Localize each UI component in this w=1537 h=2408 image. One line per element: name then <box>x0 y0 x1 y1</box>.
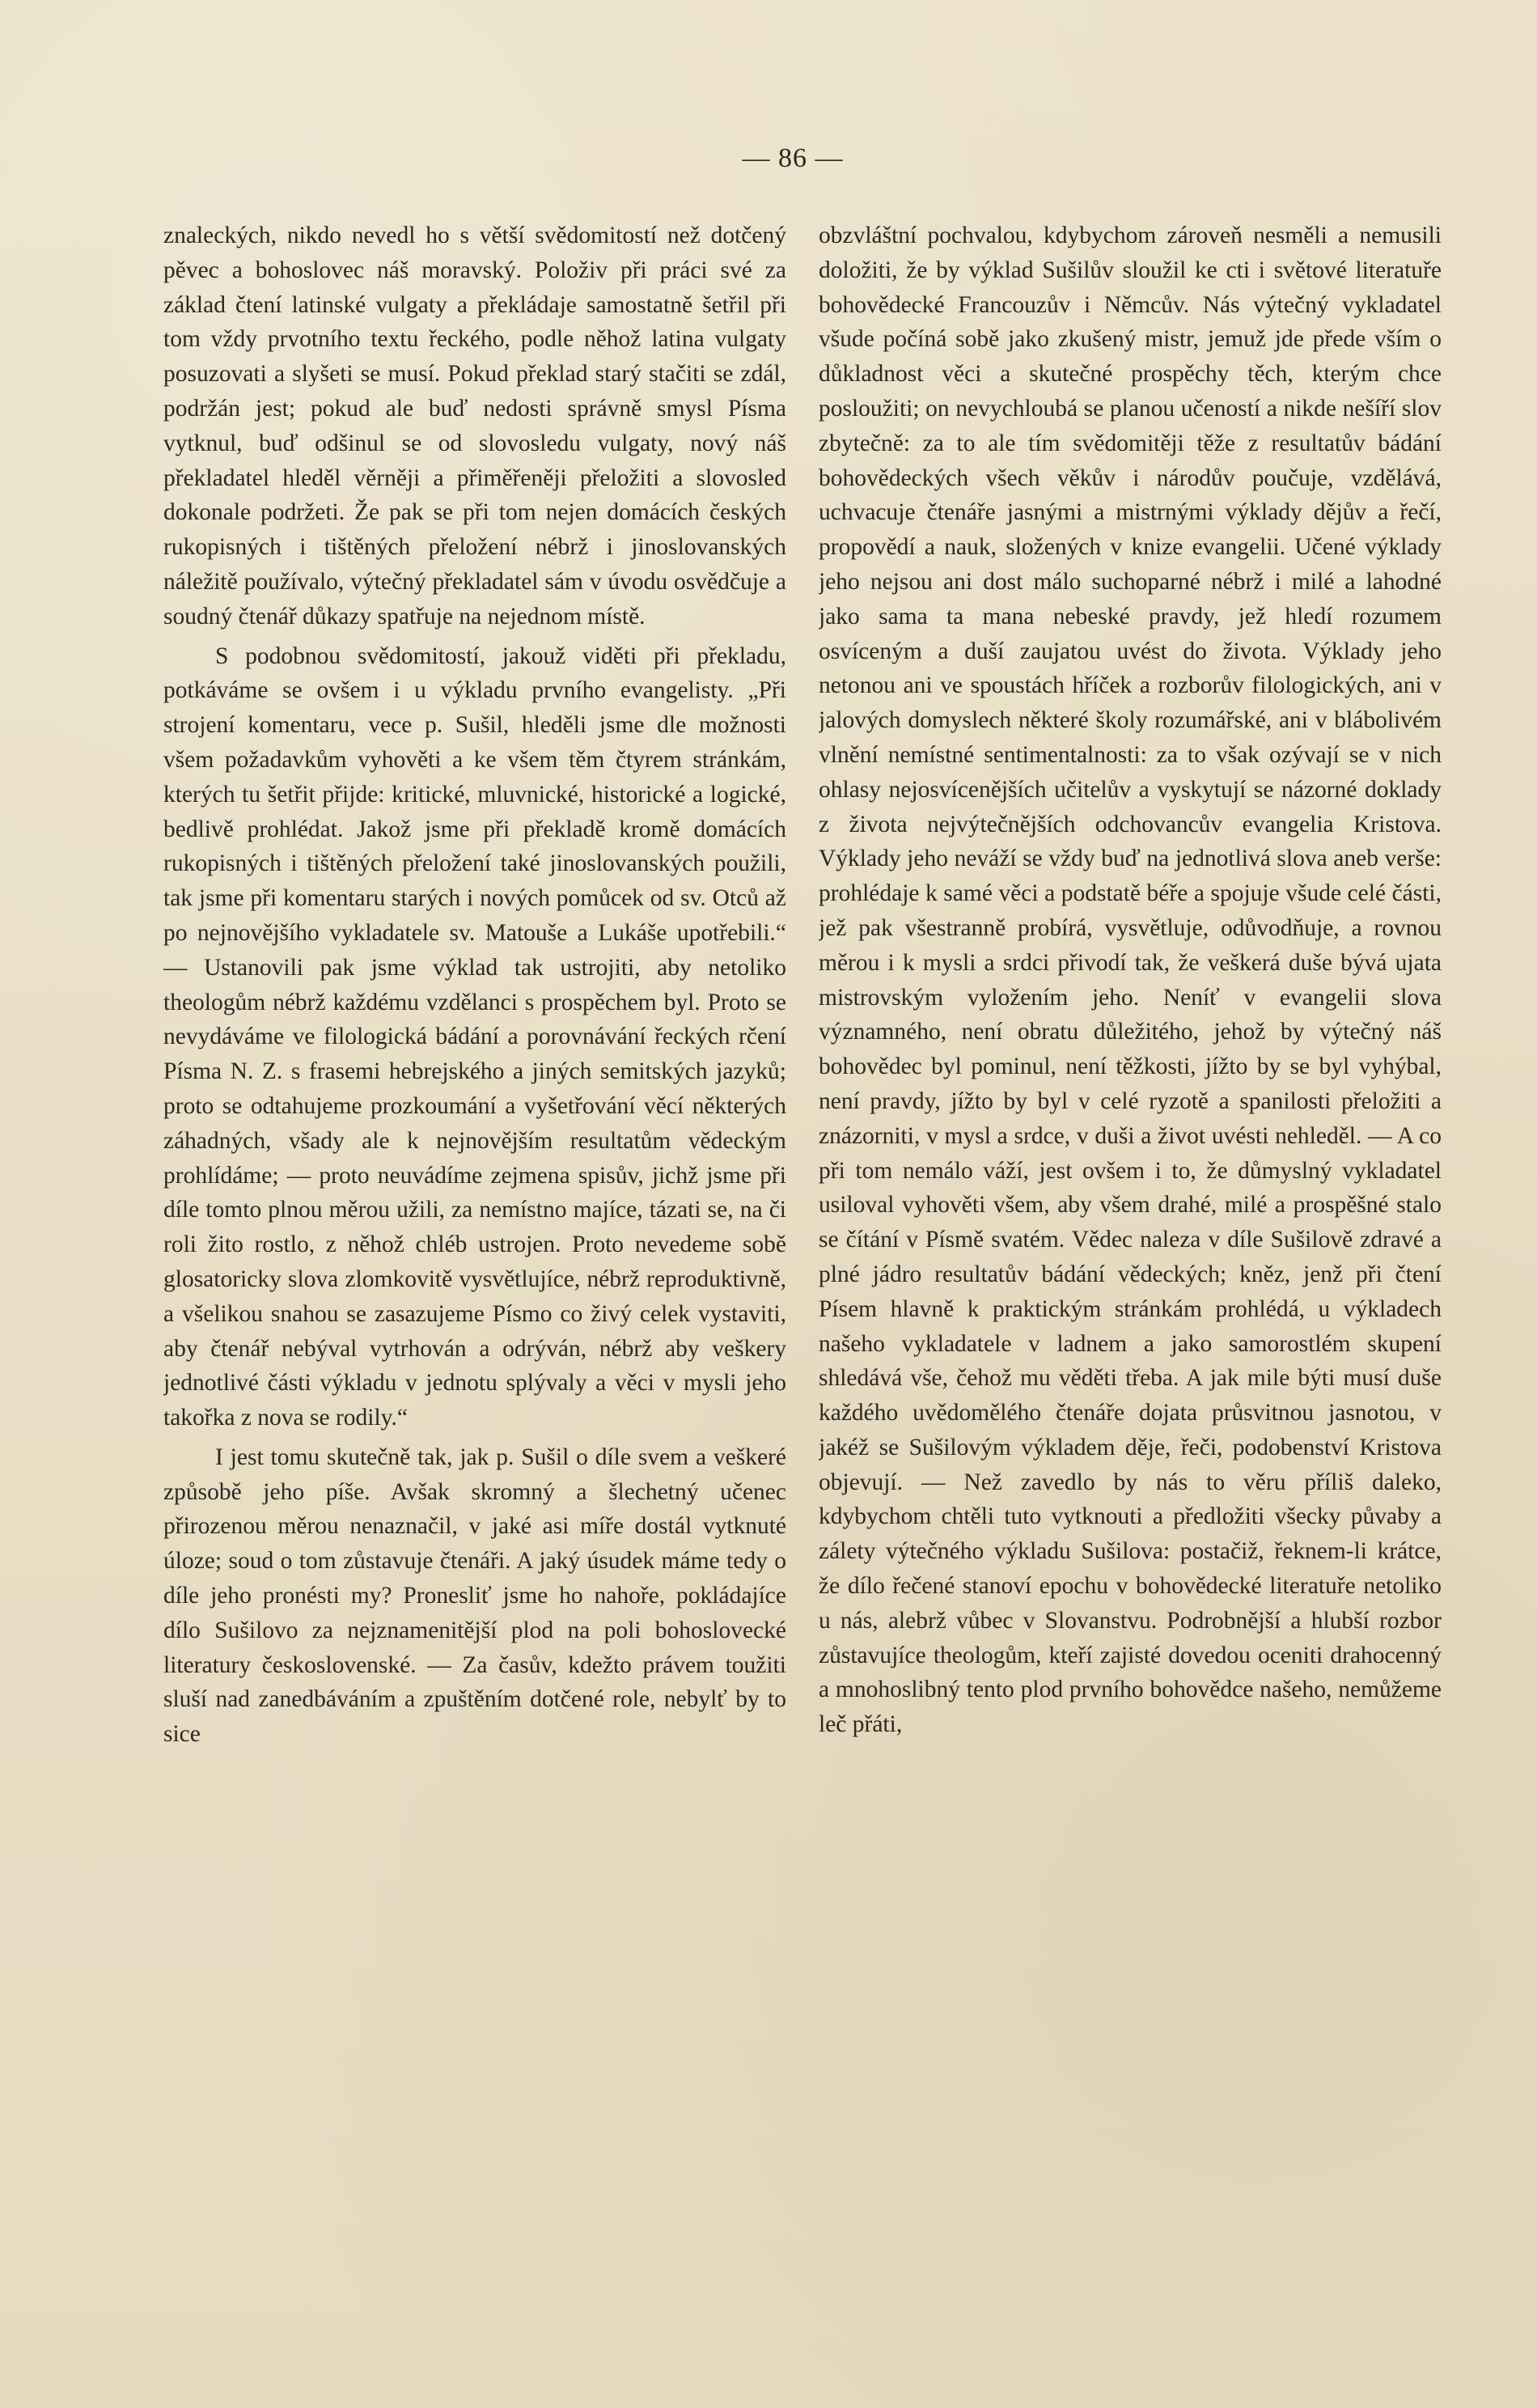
paragraph-gap <box>163 634 786 639</box>
left-paragraph-3: I jest tomu skutečně tak, jak p. Sušil o díle svem a veškeré způsobě jeho píše. Avšak skromný a šlechetný učenec přirozenou měrou nenaznačil, v jaké asi míře dostál vytknuté úloze; soud o tom zůstavuje čtenáři. A jaký úsudek máme tedy o díle jeho pronésti my? Pronesliť jsme ho nahoře, pokládajíce dílo Sušilovo za nejznamenitější plod na poli bohoslovecké literatury československé. — Za časův, kdežto právem toužiti sluší nad zanedbáváním a zpuštěním dotčené role, nebylť by to sice <box>163 1444 786 1748</box>
left-paragraph-1: znaleckých, nikdo nevedl ho s větší svědomitostí než dotčený pěvec a bohoslovec náš moravský. Položiv při práci své za základ čtení latinské vulgaty a překládaje samostatně šetřil při tom vždy prvotního textu řeckého, podle něhož latina vulgaty posuzovati a slyšeti se musí. Pokud překlad starý stačiti se zdál, podržán jest; pokud ale buď nedosti správně smysl Písma vytknul, buď odšinul se od slovosledu vulgaty, nový náš překladatel hleděl věrněji a přiměřeněji přeložiti a slovosled dokonale podržeti. Že pak se při tom nejen domácích českých rukopisných i tištěných přeložení nébrž i jinoslovanských náležitě používalo, výtečný překladatel sám v úvodu osvědčuje a soudný čtenář důkazy spatřuje na nejednom místě. <box>163 223 786 630</box>
right-column-text <box>819 218 1442 1742</box>
right-paragraph-1: obzvláštní pochvalou, kdybychom zároveň nesměli a nemusili doložiti, že by výklad Sušilův sloužil ke cti i světové literatuře bohovědecké Francouzův i Němcův. Nás výtečný vykladatel všude počíná sobě jako zkušený mistr, jemuž jde přede vším o důkladnost věci a skutečné prospěchy těch, kterým chce posloužiti; on nevychloubá se planou učeností a nikde nešíří slov zbytečně: za to ale tím svědomitěji těže z resultatův bádání bohovědeckých všech věkův i národův poučuje, vzdělává, uchvacuje čtenáře jasnými a mistrnými výklady dějův a řečí, propovědí a nauk, složených v knize evangelii. Učené výklady jeho nejsou ani dost málo suchoparné nébrž i milé a lahodné jako sama ta mana nebeské pravdy, jež hledí rozumem osvíceným a duší zaujatou uvést do života. Výklady jeho netonou ani ve spoustách hříček a rozborův filologických, ani v jalových domyslech některé školy rozumářské, ani v blábolivém vlnění nemístné sentimentalnosti: za to však ozývají se v nich ohlasy nejosvícenějších učitelův a vyskytují se názorné doklady z života nejvýtečnějších odchovancův evangelia Kristova. Výklady jeho neváží se vždy buď na jednotlivá slova aneb verše: prohlédaje k samé věci a podstatě béře a spojuje všude celé části, jež pak všestranně probírá, vysvětluje, odůvodňuje, a rovnou měrou i k mysli a srdci přivodí tak, že veškerá duše bývá ujata mistrovským vyložením jeho. Neníť v evangelii slova významného, není obratu důležitého, jehož by výtečný náš bohovědec byl pominul, není těžkosti, jížto by se byl vyhýbal, není pravdy, jížto by byl v celé ryzotě a spanilosti přeložiti a znázorniti, v mysl a srdce, v duši a život uvésti nehleděl. — A co při tom nemálo váží, jest ovšem i to, že důmyslný vykladatel usiloval vyhověti všem, aby všem drahé, milé a prospěšné stalo se čítání v Písmě svatém. Vědec naleza v díle Sušilově zdravé a plné jádro resultatův bádání vědeckých; kněz, jenž při čtení Písem hlavně k praktickým stránkám prohlédá, u výkladech našeho vykladatele v ladnem a jako samorostlém skupení shledává vše, čehož mu věděti třeba. A jak mile býti musí duše každého uvědomělého čtenáře dojata průsvitnou jasnotou, v jakéž se Sušilovým výkladem děje, řeči, podobenství Kristova objevují. — Než zavedlo by nás to věru příliš daleko, kdybychom chtěli tuto vytknouti a předložiti všecky půvaby a zálety výtečného výkladu Sušilova: postačiž, řeknem-li krátce, že dílo řečené stanoví epochu v bohovědecké literatuře netoliko u nás, alebrž vůbec v Slovanstvu. Podrobnější a hlubší rozbor zůstavujíce theologům, kteří zajisté dovedou oceniti drahocenný a mnohoslibný tento plod prvního bohovědce našeho, nemůžeme leč přáti, <box>819 223 1442 1738</box>
left-paragraph-2: S podobnou svědomitostí, jakouž viděti při překladu, potkáváme se ovšem i u výkladu prvního evangelisty. „Při strojení komentaru, vece p. Sušil, hleděli jsme dle možnosti všem požadavkům vyhověti a ke všem těm čtyrem stránkám, kterých tu šetřit přijde: kritické, mluvnické, historické a logické, bedlivě prohlédat. Jakož jsme při překladě kromě domácích rukopisných i tištěných přeložení také jinoslovanských použili, tak jsme při komentaru starých i nových pomůcek od sv. Otců až po nejnovějšího vykladatele sv. Matouše a Lukáše upotřebili.“ — Ustanovili pak jsme výklad tak ustrojiti, aby netoliko theologům nébrž každému vzdělanci s prospěchem byl. Proto se nevydáváme ve filologická bádání a porovnávání řeckých rčení Písma N. Z. s frasemi hebrejského a jiných semitských jazyků; proto se odtahujeme prozkoumání a vyšetřování věcí některých záhadných, všady ale k nejnovějším resultatům vědeckým prohlídáme; — proto neuvádíme zejmena spisův, jichž jsme při díle tomto plnou měrou užili, za nemístno majíce, tázati se, na či roli žito rostlo, z něhož chléb ustrojen. Proto nevedeme sobě glosatoricky slova zlomkovitě vysvětlujíce, nébrž reproduktivně, a všelikou snahou se zasazujeme Písmo co živý celek vystaviti, aby čtenář nebýval vytrhován a odrýván, nébrž aby veškery jednotlivé části výkladu v jednotu splývaly a věci v mysli jeho takořka z nova se rodily.“ <box>163 642 786 1431</box>
left-column-text <box>163 218 786 1752</box>
page-number: — 86 — <box>742 143 844 173</box>
left-column <box>163 218 786 2338</box>
paragraph-gap <box>163 1435 786 1440</box>
right-column <box>819 218 1442 2338</box>
